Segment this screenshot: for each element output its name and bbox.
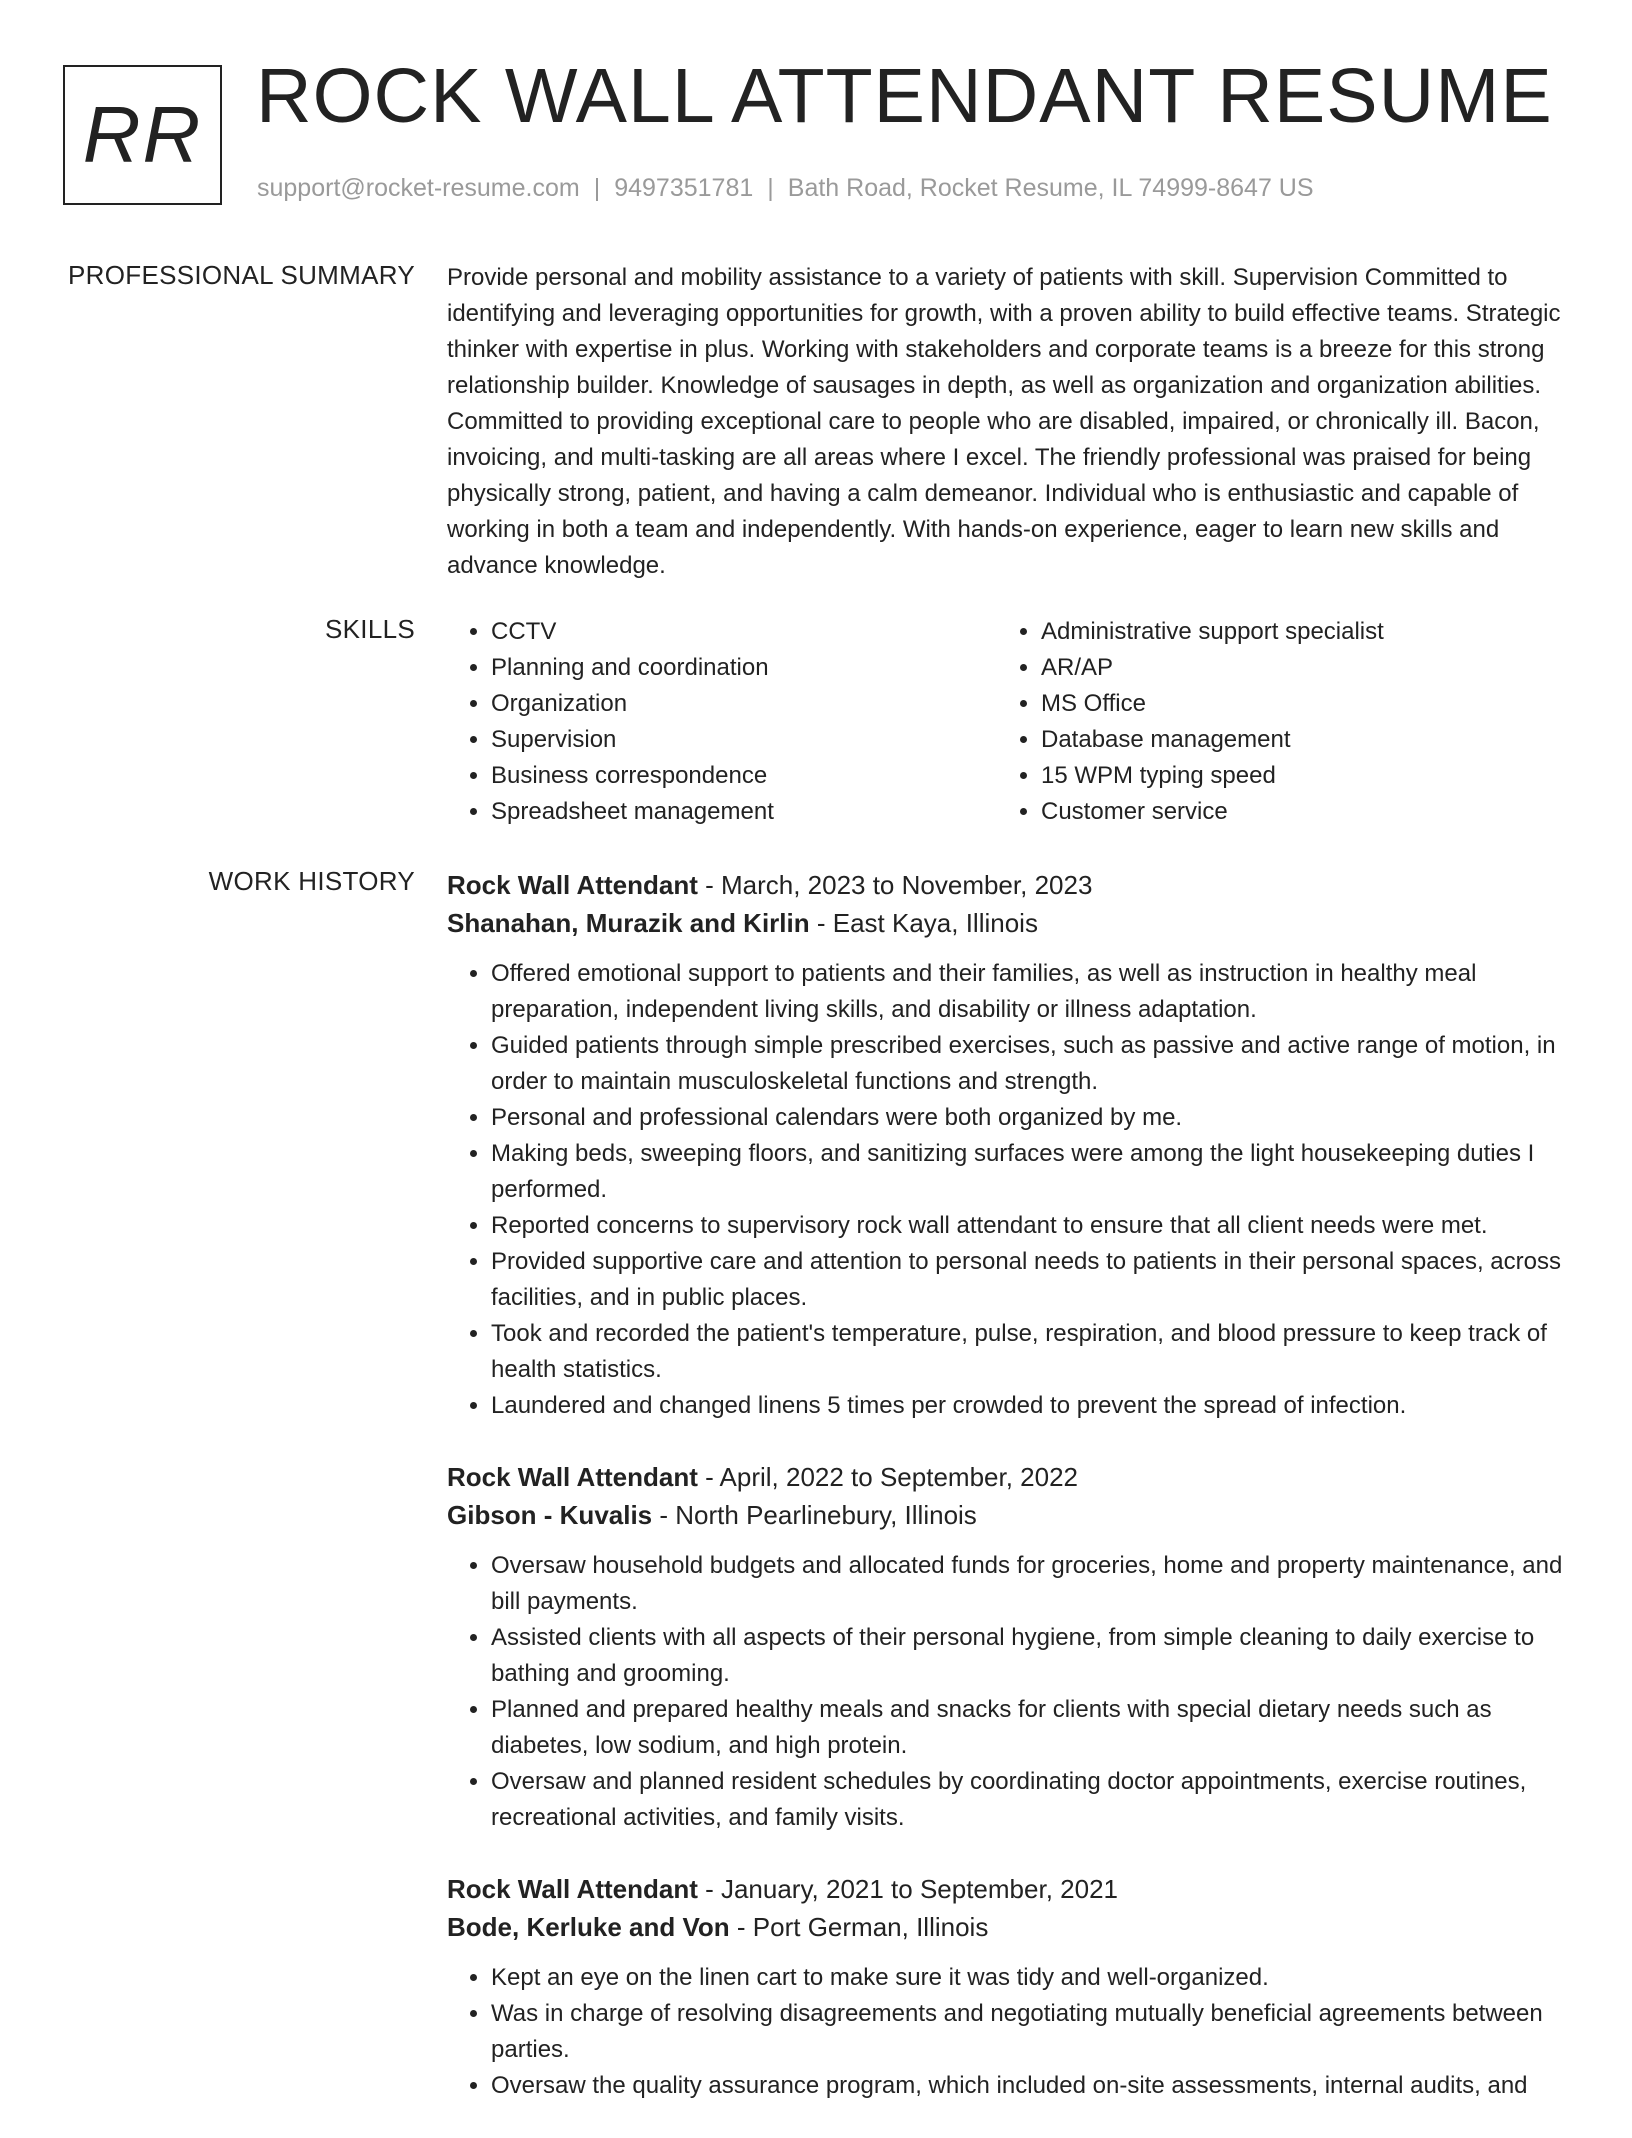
job-company-line xyxy=(447,1908,1572,1946)
job-bullet: • Oversaw household budgets and allocated funds for groceries, home and property maintenance, and bill payments. xyxy=(491,1548,1572,1620)
job-bullet: • Personal and professional calendars were both organized by me. xyxy=(491,1100,1572,1136)
job-company: Shanahan, Murazik and Kirlin xyxy=(447,908,810,938)
summary-body xyxy=(447,260,1572,584)
section-heading-summary: PROFESSIONAL SUMMARY xyxy=(68,260,415,290)
job-bullet: • Provided supportive care and attention to personal needs to patients in their personal spaces, across facilities, and in public places. xyxy=(491,1244,1572,1316)
skill-item: • Customer service xyxy=(1041,794,1547,830)
skill-item: • 15 WPM typing speed xyxy=(1041,758,1547,794)
skill-item: • MS Office xyxy=(1041,686,1547,722)
job-title-line xyxy=(447,1870,1572,1908)
job-bullet: • Laundered and changed linens 5 times per crowded to prevent the spread of infection. xyxy=(491,1388,1572,1424)
contact-separator: | xyxy=(767,174,774,202)
job-bullet: • Was in charge of resolving disagreements and negotiating mutually beneficial agreements between parties. xyxy=(491,1996,1572,2068)
job-bullets xyxy=(447,1960,1572,2104)
skill-item: • Planning and coordination xyxy=(491,650,997,686)
contact-phone[interactable]: 9497351781 xyxy=(614,174,754,202)
contact-address: Bath Road, Rocket Resume, IL 74999-8647 US xyxy=(787,174,1314,202)
section-heading-work-history: WORK HISTORY xyxy=(208,866,415,896)
monogram-logo: RR xyxy=(63,65,222,205)
job-bullet: • Planned and prepared healthy meals and snacks for clients with special dietary needs such as diabetes, low sodium, and high protein. xyxy=(491,1692,1572,1764)
skills-body xyxy=(447,614,1572,830)
contact-email[interactable]: support@rocket-resume.com xyxy=(257,174,580,202)
job-company-line xyxy=(447,1496,1572,1534)
skill-item: • Spreadsheet management xyxy=(491,794,997,830)
resume-title: ROCK WALL ATTENDANT RESUME xyxy=(256,53,1553,139)
job-location: - North Pearlinebury, Illinois xyxy=(652,1500,977,1530)
job-bullet: • Assisted clients with all aspects of their personal hygiene, from simple cleaning to daily exercise to bathing and grooming. xyxy=(491,1620,1572,1692)
job-dates: - April, 2022 to September, 2022 xyxy=(697,1462,1078,1492)
skill-item: • Administrative support specialist xyxy=(1041,614,1547,650)
job-title: Rock Wall Attendant xyxy=(447,1874,698,1904)
job-bullets xyxy=(447,1548,1572,1836)
job-bullet: • Guided patients through simple prescribed exercises, such as passive and active range of motion, in order to maintain musculoskeletal functions and strength. xyxy=(491,1028,1572,1100)
skills-list-left xyxy=(447,614,997,830)
job-title: Rock Wall Attendant xyxy=(447,870,698,900)
job-location: - East Kaya, Illinois xyxy=(809,908,1038,938)
job-title: Rock Wall Attendant xyxy=(447,1462,698,1492)
job-title-line xyxy=(447,866,1572,904)
work-history-body xyxy=(447,866,1572,2138)
job-entry xyxy=(447,866,1572,1424)
skill-item: • Organization xyxy=(491,686,997,722)
skill-item: • AR/AP xyxy=(1041,650,1547,686)
job-bullet: • Kept an eye on the linen cart to make sure it was tidy and well-organized. xyxy=(491,1960,1572,1996)
job-bullets xyxy=(447,956,1572,1424)
job-entry xyxy=(447,1870,1572,2104)
job-location: - Port German, Illinois xyxy=(729,1912,989,1942)
contact-line xyxy=(257,174,1314,203)
contact-separator: | xyxy=(593,174,601,202)
job-company-line xyxy=(447,904,1572,942)
job-company: Bode, Kerluke and Von xyxy=(447,1912,730,1942)
job-bullet: • Making beds, sweeping floors, and sanitizing surfaces were among the light housekeeping duties I performed. xyxy=(491,1136,1572,1208)
skill-item: • CCTV xyxy=(491,614,997,650)
job-bullet: • Oversaw the quality assurance program, which included on-site assessments, internal audits, and xyxy=(491,2068,1572,2104)
job-company: Gibson - Kuvalis xyxy=(447,1500,653,1530)
job-entry xyxy=(447,1458,1572,1836)
job-bullet: • Offered emotional support to patients and their families, as well as instruction in healthy meal preparation, independent living skills, and disability or illness adaptation. xyxy=(491,956,1572,1028)
skills-list-right xyxy=(997,614,1547,830)
job-bullet: • Reported concerns to supervisory rock wall attendant to ensure that all client needs were met. xyxy=(491,1208,1572,1244)
section-heading-skills: SKILLS xyxy=(325,614,415,644)
job-title-line xyxy=(447,1458,1572,1496)
job-dates: - January, 2021 to September, 2021 xyxy=(697,1874,1118,1904)
skill-item: • Business correspondence xyxy=(491,758,997,794)
job-bullet: • Oversaw and planned resident schedules by coordinating doctor appointments, exercise routines, recreational activities, and family visits. xyxy=(491,1764,1572,1836)
skill-item: • Database management xyxy=(1041,722,1547,758)
job-dates: - March, 2023 to November, 2023 xyxy=(697,870,1093,900)
summary-text: Provide personal and mobility assistance to a variety of patients with skill. Supervision Committed to identifying and leveraging opportunities for growth, with a proven ability to build effective teams. Strategic thinker with expertise in plus. Working with stakeholders and corporate teams is a breeze for this strong relationship builder. Knowledge of sausages in depth, as well as organization and organization abilities. Committed to providing exceptional care to people who are disabled, impaired, or chronically ill. Bacon, invoicing, and multi-tasking are all areas where I excel. The friendly professional was praised for being physically strong, patient, and having a calm demeanor. Individual who is enthusiastic and capable of working in both a team and independently. With hands-on experience, eager to learn new skills and advance knowledge. xyxy=(447,264,1561,579)
skill-item: • Supervision xyxy=(491,722,997,758)
job-bullet: • Took and recorded the patient's temperature, pulse, respiration, and blood pressure to keep track of health statistics. xyxy=(491,1316,1572,1388)
